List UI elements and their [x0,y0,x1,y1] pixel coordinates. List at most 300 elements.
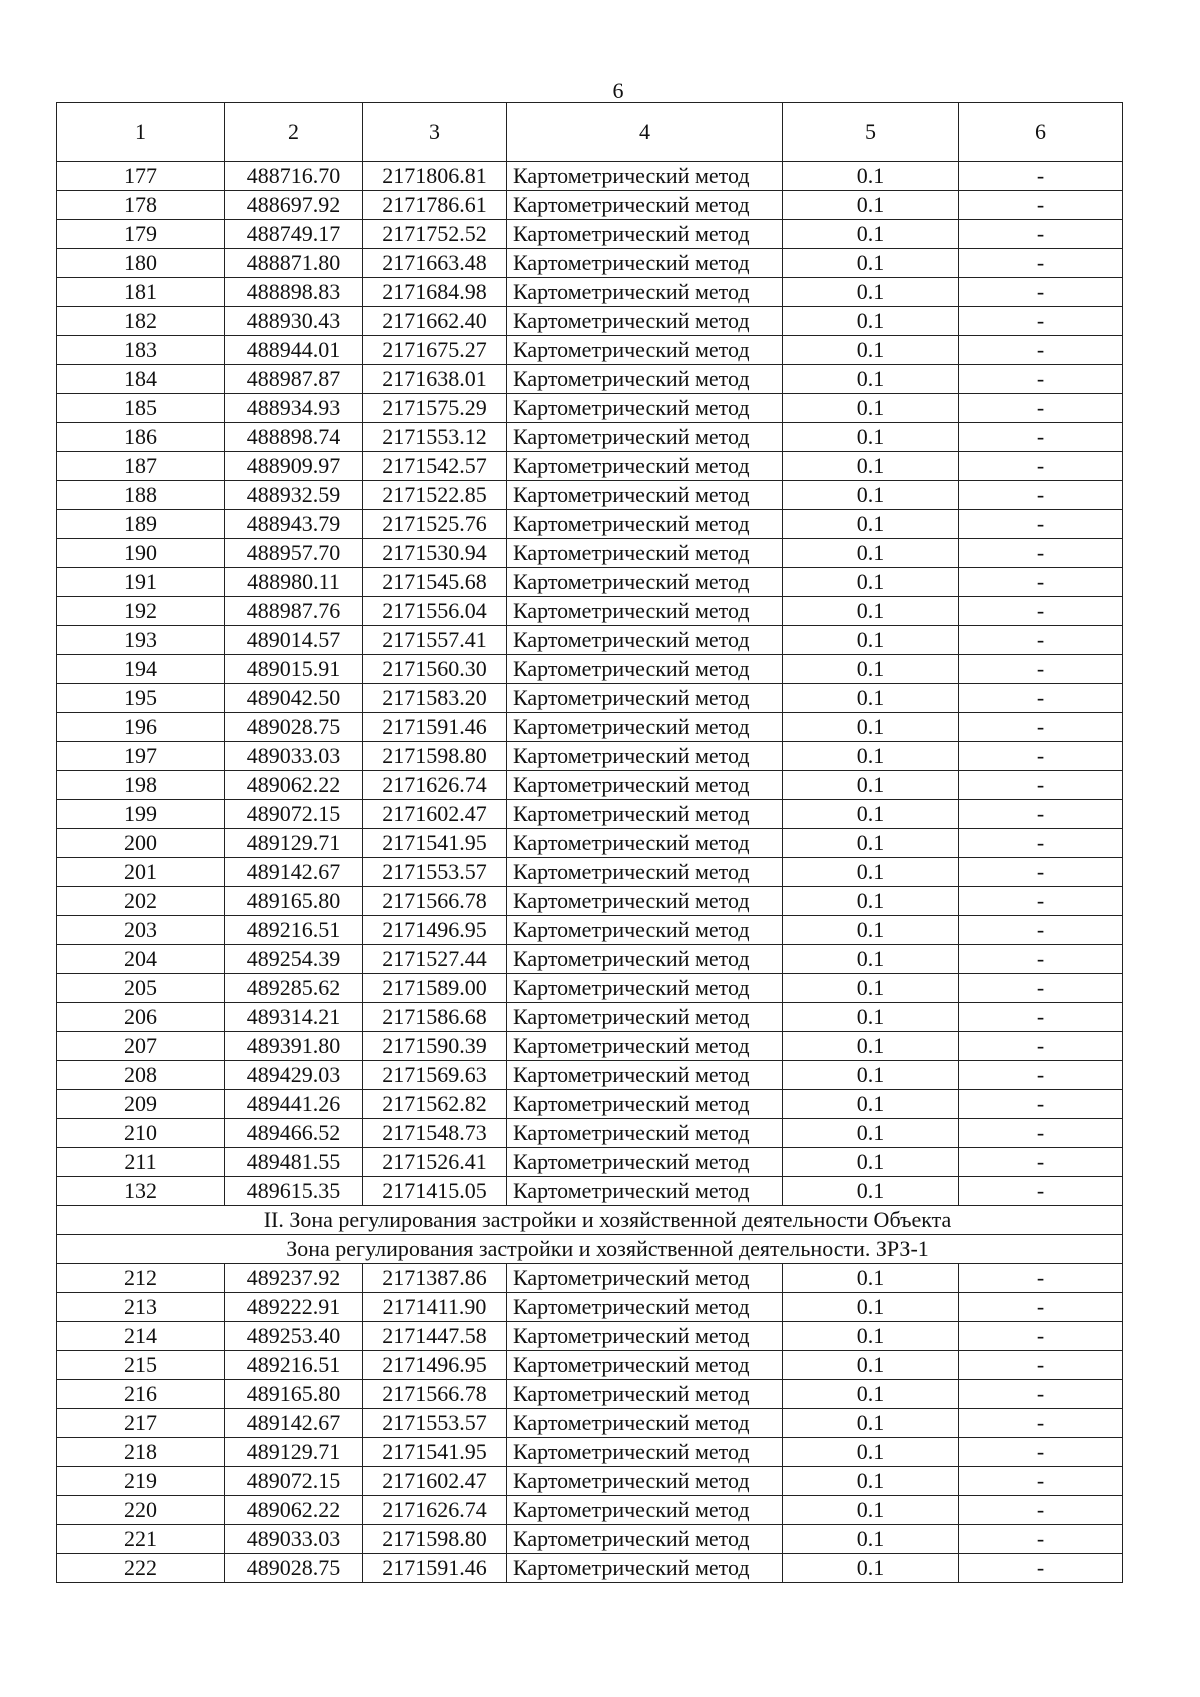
note-cell: - [959,220,1123,249]
accuracy-cell: 0.1 [783,365,959,394]
x-coordinate-cell: 488932.59 [225,481,363,510]
accuracy-cell: 0.1 [783,800,959,829]
y-coordinate-cell: 2171562.82 [363,1090,507,1119]
y-coordinate-cell: 2171415.05 [363,1177,507,1206]
note-cell: - [959,1496,1123,1525]
method-cell: Картометрический метод [507,742,783,771]
table-row [57,481,1123,510]
y-coordinate-cell: 2171553.12 [363,423,507,452]
x-coordinate-cell: 488898.83 [225,278,363,307]
y-coordinate-cell: 2171575.29 [363,394,507,423]
method-cell: Картометрический метод [507,249,783,278]
subsection-heading-row [57,1235,1123,1264]
table-row [57,278,1123,307]
method-cell: Картометрический метод [507,1177,783,1206]
y-coordinate-cell: 2171556.04 [363,597,507,626]
y-coordinate-cell: 2171411.90 [363,1293,507,1322]
x-coordinate-cell: 489165.80 [225,887,363,916]
table-row [57,220,1123,249]
point-number-cell: 203 [57,916,225,945]
note-cell: - [959,974,1123,1003]
method-cell: Картометрический метод [507,713,783,742]
y-coordinate-cell: 2171626.74 [363,1496,507,1525]
method-cell: Картометрический метод [507,1032,783,1061]
note-cell: - [959,800,1123,829]
y-coordinate-cell: 2171387.86 [363,1264,507,1293]
point-number-cell: 218 [57,1438,225,1467]
table-row [57,1525,1123,1554]
table-row [57,974,1123,1003]
point-number-cell: 182 [57,307,225,336]
accuracy-cell: 0.1 [783,249,959,278]
x-coordinate-cell: 488980.11 [225,568,363,597]
x-coordinate-cell: 489014.57 [225,626,363,655]
y-coordinate-cell: 2171602.47 [363,800,507,829]
table-row [57,568,1123,597]
x-coordinate-cell: 488987.87 [225,365,363,394]
point-number-cell: 177 [57,162,225,191]
coordinates-table [56,102,1123,1583]
point-number-cell: 184 [57,365,225,394]
table-row [57,162,1123,191]
note-cell: - [959,336,1123,365]
accuracy-cell: 0.1 [783,336,959,365]
method-cell: Картометрический метод [507,162,783,191]
x-coordinate-cell: 489072.15 [225,1467,363,1496]
method-cell: Картометрический метод [507,336,783,365]
y-coordinate-cell: 2171566.78 [363,1380,507,1409]
point-number-cell: 190 [57,539,225,568]
method-cell: Картометрический метод [507,1090,783,1119]
table-row [57,1293,1123,1322]
section-headings [57,1206,1123,1264]
table-body-part-1 [57,162,1123,1206]
x-coordinate-cell: 489466.52 [225,1119,363,1148]
y-coordinate-cell: 2171526.41 [363,1148,507,1177]
accuracy-cell: 0.1 [783,858,959,887]
y-coordinate-cell: 2171548.73 [363,1119,507,1148]
table-row [57,1061,1123,1090]
x-coordinate-cell: 489429.03 [225,1061,363,1090]
note-cell: - [959,1554,1123,1583]
point-number-cell: 193 [57,626,225,655]
table-row [57,800,1123,829]
y-coordinate-cell: 2171530.94 [363,539,507,568]
point-number-cell: 214 [57,1322,225,1351]
table-row [57,945,1123,974]
note-cell: - [959,1467,1123,1496]
accuracy-cell: 0.1 [783,1438,959,1467]
accuracy-cell: 0.1 [783,539,959,568]
method-cell: Картометрический метод [507,1148,783,1177]
accuracy-cell: 0.1 [783,1322,959,1351]
header-row [57,103,1123,162]
x-coordinate-cell: 489391.80 [225,1032,363,1061]
point-number-cell: 220 [57,1496,225,1525]
accuracy-cell: 0.1 [783,1061,959,1090]
x-coordinate-cell: 488930.43 [225,307,363,336]
note-cell: - [959,394,1123,423]
accuracy-cell: 0.1 [783,626,959,655]
x-coordinate-cell: 489237.92 [225,1264,363,1293]
x-coordinate-cell: 489142.67 [225,1409,363,1438]
table-row [57,365,1123,394]
subsection-heading: Зона регулирования застройки и хозяйственной деятельности. ЗРЗ-1 [57,1235,1123,1264]
y-coordinate-cell: 2171447.58 [363,1322,507,1351]
point-number-cell: 204 [57,945,225,974]
note-cell: - [959,1322,1123,1351]
x-coordinate-cell: 489254.39 [225,945,363,974]
method-cell: Картометрический метод [507,858,783,887]
accuracy-cell: 0.1 [783,916,959,945]
method-cell: Картометрический метод [507,1264,783,1293]
accuracy-cell: 0.1 [783,887,959,916]
y-coordinate-cell: 2171752.52 [363,220,507,249]
accuracy-cell: 0.1 [783,1293,959,1322]
table-row [57,1351,1123,1380]
note-cell: - [959,858,1123,887]
method-cell: Картометрический метод [507,278,783,307]
note-cell: - [959,1293,1123,1322]
method-cell: Картометрический метод [507,887,783,916]
method-cell: Картометрический метод [507,626,783,655]
point-number-cell: 207 [57,1032,225,1061]
y-coordinate-cell: 2171806.81 [363,162,507,191]
accuracy-cell: 0.1 [783,771,959,800]
x-coordinate-cell: 489062.22 [225,771,363,800]
method-cell: Картометрический метод [507,1119,783,1148]
point-number-cell: 188 [57,481,225,510]
x-coordinate-cell: 489165.80 [225,1380,363,1409]
point-number-cell: 200 [57,829,225,858]
note-cell: - [959,568,1123,597]
method-cell: Картометрический метод [507,1293,783,1322]
x-coordinate-cell: 488716.70 [225,162,363,191]
method-cell: Картометрический метод [507,191,783,220]
method-cell: Картометрический метод [507,539,783,568]
method-cell: Картометрический метод [507,1061,783,1090]
accuracy-cell: 0.1 [783,1119,959,1148]
note-cell: - [959,1090,1123,1119]
note-cell: - [959,713,1123,742]
y-coordinate-cell: 2171626.74 [363,771,507,800]
y-coordinate-cell: 2171527.44 [363,945,507,974]
table-row [57,1554,1123,1583]
method-cell: Картометрический метод [507,597,783,626]
accuracy-cell: 0.1 [783,684,959,713]
y-coordinate-cell: 2171541.95 [363,1438,507,1467]
accuracy-cell: 0.1 [783,742,959,771]
note-cell: - [959,278,1123,307]
y-coordinate-cell: 2171496.95 [363,1351,507,1380]
note-cell: - [959,510,1123,539]
accuracy-cell: 0.1 [783,1380,959,1409]
point-number-cell: 213 [57,1293,225,1322]
accuracy-cell: 0.1 [783,568,959,597]
note-cell: - [959,1148,1123,1177]
y-coordinate-cell: 2171675.27 [363,336,507,365]
method-cell: Картометрический метод [507,655,783,684]
method-cell: Картометрический метод [507,1467,783,1496]
x-coordinate-cell: 489216.51 [225,916,363,945]
table-row [57,307,1123,336]
method-cell: Картометрический метод [507,1380,783,1409]
header-col-1: 1 [57,103,225,162]
table-row [57,1148,1123,1177]
method-cell: Картометрический метод [507,1554,783,1583]
method-cell: Картометрический метод [507,1496,783,1525]
y-coordinate-cell: 2171591.46 [363,713,507,742]
table-row [57,916,1123,945]
header-col-4: 4 [507,103,783,162]
table-row [57,510,1123,539]
x-coordinate-cell: 488957.70 [225,539,363,568]
x-coordinate-cell: 489216.51 [225,1351,363,1380]
table-row [57,1090,1123,1119]
note-cell: - [959,1380,1123,1409]
point-number-cell: 209 [57,1090,225,1119]
y-coordinate-cell: 2171569.63 [363,1061,507,1090]
y-coordinate-cell: 2171522.85 [363,481,507,510]
note-cell: - [959,423,1123,452]
accuracy-cell: 0.1 [783,829,959,858]
y-coordinate-cell: 2171663.48 [363,249,507,278]
note-cell: - [959,307,1123,336]
point-number-cell: 194 [57,655,225,684]
x-coordinate-cell: 488987.76 [225,597,363,626]
method-cell: Картометрический метод [507,1438,783,1467]
accuracy-cell: 0.1 [783,481,959,510]
y-coordinate-cell: 2171542.57 [363,452,507,481]
point-number-cell: 219 [57,1467,225,1496]
header-col-6: 6 [959,103,1123,162]
accuracy-cell: 0.1 [783,1351,959,1380]
accuracy-cell: 0.1 [783,713,959,742]
accuracy-cell: 0.1 [783,597,959,626]
accuracy-cell: 0.1 [783,394,959,423]
x-coordinate-cell: 488898.74 [225,423,363,452]
method-cell: Картометрический метод [507,365,783,394]
accuracy-cell: 0.1 [783,1409,959,1438]
accuracy-cell: 0.1 [783,278,959,307]
table-row [57,191,1123,220]
y-coordinate-cell: 2171557.41 [363,626,507,655]
x-coordinate-cell: 489253.40 [225,1322,363,1351]
x-coordinate-cell: 489129.71 [225,829,363,858]
table-row [57,1438,1123,1467]
method-cell: Картометрический метод [507,568,783,597]
note-cell: - [959,1525,1123,1554]
table-row [57,1177,1123,1206]
y-coordinate-cell: 2171638.01 [363,365,507,394]
x-coordinate-cell: 488943.79 [225,510,363,539]
note-cell: - [959,481,1123,510]
method-cell: Картометрический метод [507,1351,783,1380]
method-cell: Картометрический метод [507,307,783,336]
section-heading: II. Зона регулирования застройки и хозяйственной деятельности Объекта [57,1206,1123,1235]
coordinates-table-container [56,102,1122,1583]
method-cell: Картометрический метод [507,945,783,974]
method-cell: Картометрический метод [507,684,783,713]
y-coordinate-cell: 2171553.57 [363,858,507,887]
point-number-cell: 132 [57,1177,225,1206]
y-coordinate-cell: 2171553.57 [363,1409,507,1438]
x-coordinate-cell: 489481.55 [225,1148,363,1177]
note-cell: - [959,1061,1123,1090]
point-number-cell: 181 [57,278,225,307]
y-coordinate-cell: 2171684.98 [363,278,507,307]
section-heading-row [57,1206,1123,1235]
point-number-cell: 212 [57,1264,225,1293]
x-coordinate-cell: 489072.15 [225,800,363,829]
x-coordinate-cell: 489028.75 [225,1554,363,1583]
y-coordinate-cell: 2171589.00 [363,974,507,1003]
accuracy-cell: 0.1 [783,191,959,220]
note-cell: - [959,249,1123,278]
x-coordinate-cell: 489142.67 [225,858,363,887]
method-cell: Картометрический метод [507,974,783,1003]
accuracy-cell: 0.1 [783,452,959,481]
y-coordinate-cell: 2171602.47 [363,1467,507,1496]
table-row [57,1003,1123,1032]
point-number-cell: 216 [57,1380,225,1409]
y-coordinate-cell: 2171541.95 [363,829,507,858]
table-row [57,829,1123,858]
table-row [57,713,1123,742]
y-coordinate-cell: 2171496.95 [363,916,507,945]
note-cell: - [959,916,1123,945]
accuracy-cell: 0.1 [783,1496,959,1525]
x-coordinate-cell: 489042.50 [225,684,363,713]
point-number-cell: 195 [57,684,225,713]
point-number-cell: 222 [57,1554,225,1583]
accuracy-cell: 0.1 [783,1148,959,1177]
table-row [57,655,1123,684]
point-number-cell: 221 [57,1525,225,1554]
note-cell: - [959,887,1123,916]
x-coordinate-cell: 488749.17 [225,220,363,249]
x-coordinate-cell: 489028.75 [225,713,363,742]
accuracy-cell: 0.1 [783,655,959,684]
accuracy-cell: 0.1 [783,307,959,336]
y-coordinate-cell: 2171598.80 [363,742,507,771]
point-number-cell: 206 [57,1003,225,1032]
point-number-cell: 186 [57,423,225,452]
x-coordinate-cell: 488944.01 [225,336,363,365]
x-coordinate-cell: 489015.91 [225,655,363,684]
method-cell: Картометрический метод [507,481,783,510]
accuracy-cell: 0.1 [783,423,959,452]
method-cell: Картометрический метод [507,423,783,452]
y-coordinate-cell: 2171566.78 [363,887,507,916]
table-row [57,1119,1123,1148]
y-coordinate-cell: 2171598.80 [363,1525,507,1554]
x-coordinate-cell: 488909.97 [225,452,363,481]
table-row [57,1409,1123,1438]
x-coordinate-cell: 489062.22 [225,1496,363,1525]
method-cell: Картометрический метод [507,1409,783,1438]
note-cell: - [959,365,1123,394]
method-cell: Картометрический метод [507,1003,783,1032]
note-cell: - [959,742,1123,771]
point-number-cell: 199 [57,800,225,829]
y-coordinate-cell: 2171662.40 [363,307,507,336]
accuracy-cell: 0.1 [783,945,959,974]
note-cell: - [959,684,1123,713]
accuracy-cell: 0.1 [783,1554,959,1583]
accuracy-cell: 0.1 [783,1467,959,1496]
y-coordinate-cell: 2171786.61 [363,191,507,220]
accuracy-cell: 0.1 [783,1032,959,1061]
point-number-cell: 197 [57,742,225,771]
point-number-cell: 187 [57,452,225,481]
note-cell: - [959,1003,1123,1032]
table-row [57,336,1123,365]
table-row [57,249,1123,278]
table-row [57,1032,1123,1061]
header-col-5: 5 [783,103,959,162]
method-cell: Картометрический метод [507,452,783,481]
note-cell: - [959,1351,1123,1380]
x-coordinate-cell: 488871.80 [225,249,363,278]
header-col-2: 2 [225,103,363,162]
table-row [57,858,1123,887]
point-number-cell: 211 [57,1148,225,1177]
point-number-cell: 196 [57,713,225,742]
point-number-cell: 192 [57,597,225,626]
accuracy-cell: 0.1 [783,974,959,1003]
method-cell: Картометрический метод [507,1322,783,1351]
point-number-cell: 205 [57,974,225,1003]
table-row [57,1264,1123,1293]
note-cell: - [959,626,1123,655]
y-coordinate-cell: 2171590.39 [363,1032,507,1061]
y-coordinate-cell: 2171545.68 [363,568,507,597]
y-coordinate-cell: 2171525.76 [363,510,507,539]
point-number-cell: 210 [57,1119,225,1148]
point-number-cell: 191 [57,568,225,597]
method-cell: Картометрический метод [507,800,783,829]
x-coordinate-cell: 489033.03 [225,742,363,771]
table-row [57,887,1123,916]
point-number-cell: 198 [57,771,225,800]
x-coordinate-cell: 489285.62 [225,974,363,1003]
x-coordinate-cell: 489033.03 [225,1525,363,1554]
point-number-cell: 202 [57,887,225,916]
point-number-cell: 215 [57,1351,225,1380]
note-cell: - [959,162,1123,191]
table-row [57,742,1123,771]
table-row [57,539,1123,568]
accuracy-cell: 0.1 [783,1264,959,1293]
header-col-3: 3 [363,103,507,162]
table-row [57,452,1123,481]
table-row [57,1322,1123,1351]
point-number-cell: 179 [57,220,225,249]
method-cell: Картометрический метод [507,916,783,945]
note-cell: - [959,1119,1123,1148]
note-cell: - [959,945,1123,974]
accuracy-cell: 0.1 [783,220,959,249]
x-coordinate-cell: 489222.91 [225,1293,363,1322]
point-number-cell: 183 [57,336,225,365]
method-cell: Картометрический метод [507,1525,783,1554]
note-cell: - [959,191,1123,220]
accuracy-cell: 0.1 [783,1090,959,1119]
accuracy-cell: 0.1 [783,1177,959,1206]
note-cell: - [959,655,1123,684]
x-coordinate-cell: 488934.93 [225,394,363,423]
